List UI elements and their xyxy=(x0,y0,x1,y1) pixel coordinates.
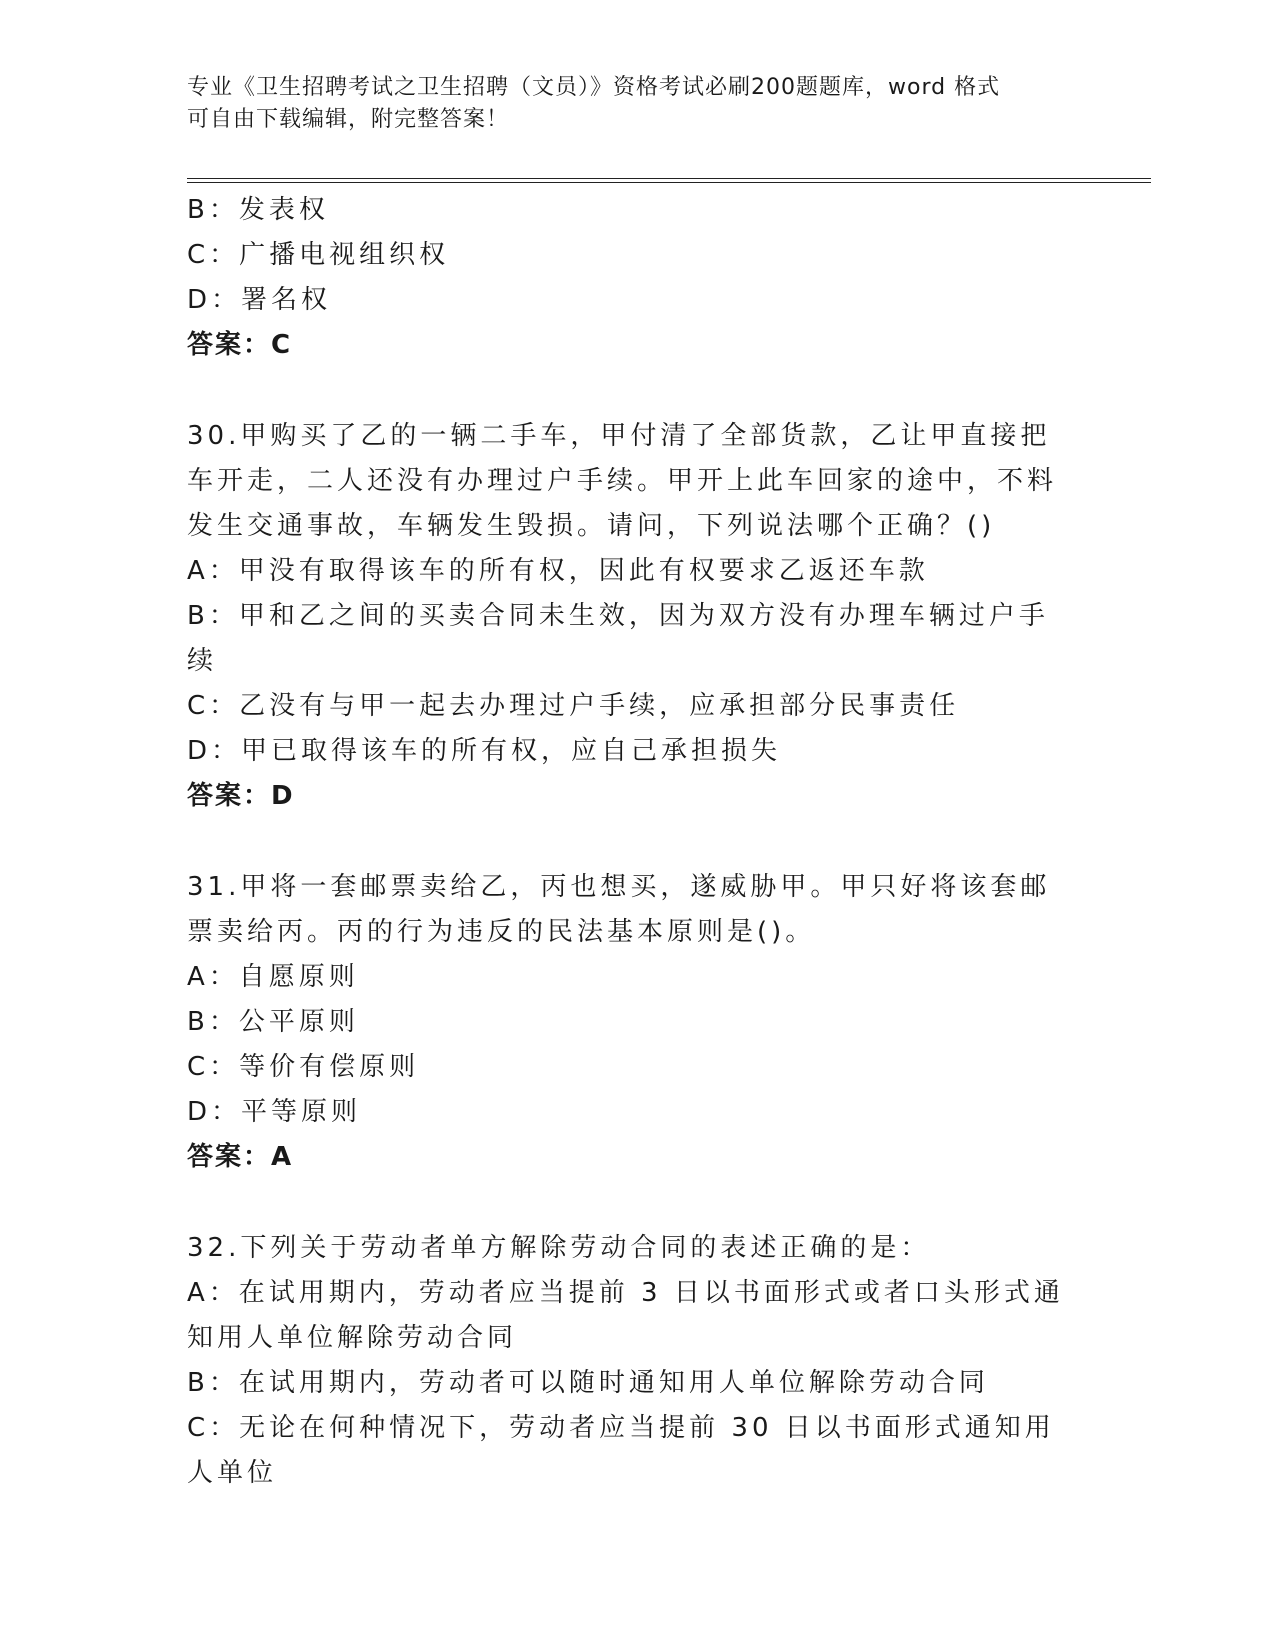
answer-line: 答案：A xyxy=(187,1142,294,1172)
option-line: D：署名权 xyxy=(187,285,332,315)
answer-line: 答案：D xyxy=(187,781,295,811)
option-line: D：平等原则 xyxy=(187,1097,362,1127)
header-divider xyxy=(187,178,1151,183)
option-line: C：无论在何种情况下，劳动者应当提前 30 日以书面形式通知用人单位 xyxy=(187,1413,1055,1488)
option-line: B：公平原则 xyxy=(187,1007,359,1037)
document-body xyxy=(187,188,1067,1496)
option-line: C：乙没有与甲一起去办理过户手续，应承担部分民事责任 xyxy=(187,691,960,721)
header-line-1: 专业《卫生招聘考试之卫生招聘（文员）》资格考试必刷200题题库，word 格式 xyxy=(187,75,1001,100)
header-line-2: 可自由下载编辑，附完整答案！ xyxy=(187,107,510,132)
option-line: B：在试用期内，劳动者可以随时通知用人单位解除劳动合同 xyxy=(187,1368,989,1398)
option-line: A：在试用期内，劳动者应当提前 3 日以书面形式或者口头形式通知用人单位解除劳动合同 xyxy=(187,1278,1064,1353)
question-text: 32.下列关于劳动者单方解除劳动合同的表述正确的是： xyxy=(187,1233,931,1263)
answer-line: 答案：C xyxy=(187,330,293,360)
question-text: 31.甲将一套邮票卖给乙，丙也想买，遂威胁甲。甲只好将该套邮票卖给丙。丙的行为违反的民法基本原则是()。 xyxy=(187,872,1051,947)
prev-question xyxy=(187,188,1067,368)
option-line: A：自愿原则 xyxy=(187,962,359,992)
option-line: C：广播电视组织权 xyxy=(187,240,450,270)
option-line: B：甲和乙之间的买卖合同未生效，因为双方没有办理车辆过户手续 xyxy=(187,601,1049,676)
question-30 xyxy=(187,414,1067,819)
question-text: 30.甲购买了乙的一辆二手车，甲付清了全部货款，乙让甲直接把车开走，二人还没有办理过户手续。甲开上此车回家的途中，不料发生交通事故，车辆发生毁损。请问，下列说法哪个正确？() xyxy=(187,421,1058,541)
option-line: B：发表权 xyxy=(187,195,329,225)
question-32 xyxy=(187,1226,1067,1496)
page-header xyxy=(187,72,1087,136)
option-line: D：甲已取得该车的所有权，应自己承担损失 xyxy=(187,736,782,766)
question-31 xyxy=(187,865,1067,1180)
option-line: A：甲没有取得该车的所有权，因此有权要求乙返还车款 xyxy=(187,556,929,586)
option-line: C：等价有偿原则 xyxy=(187,1052,420,1082)
